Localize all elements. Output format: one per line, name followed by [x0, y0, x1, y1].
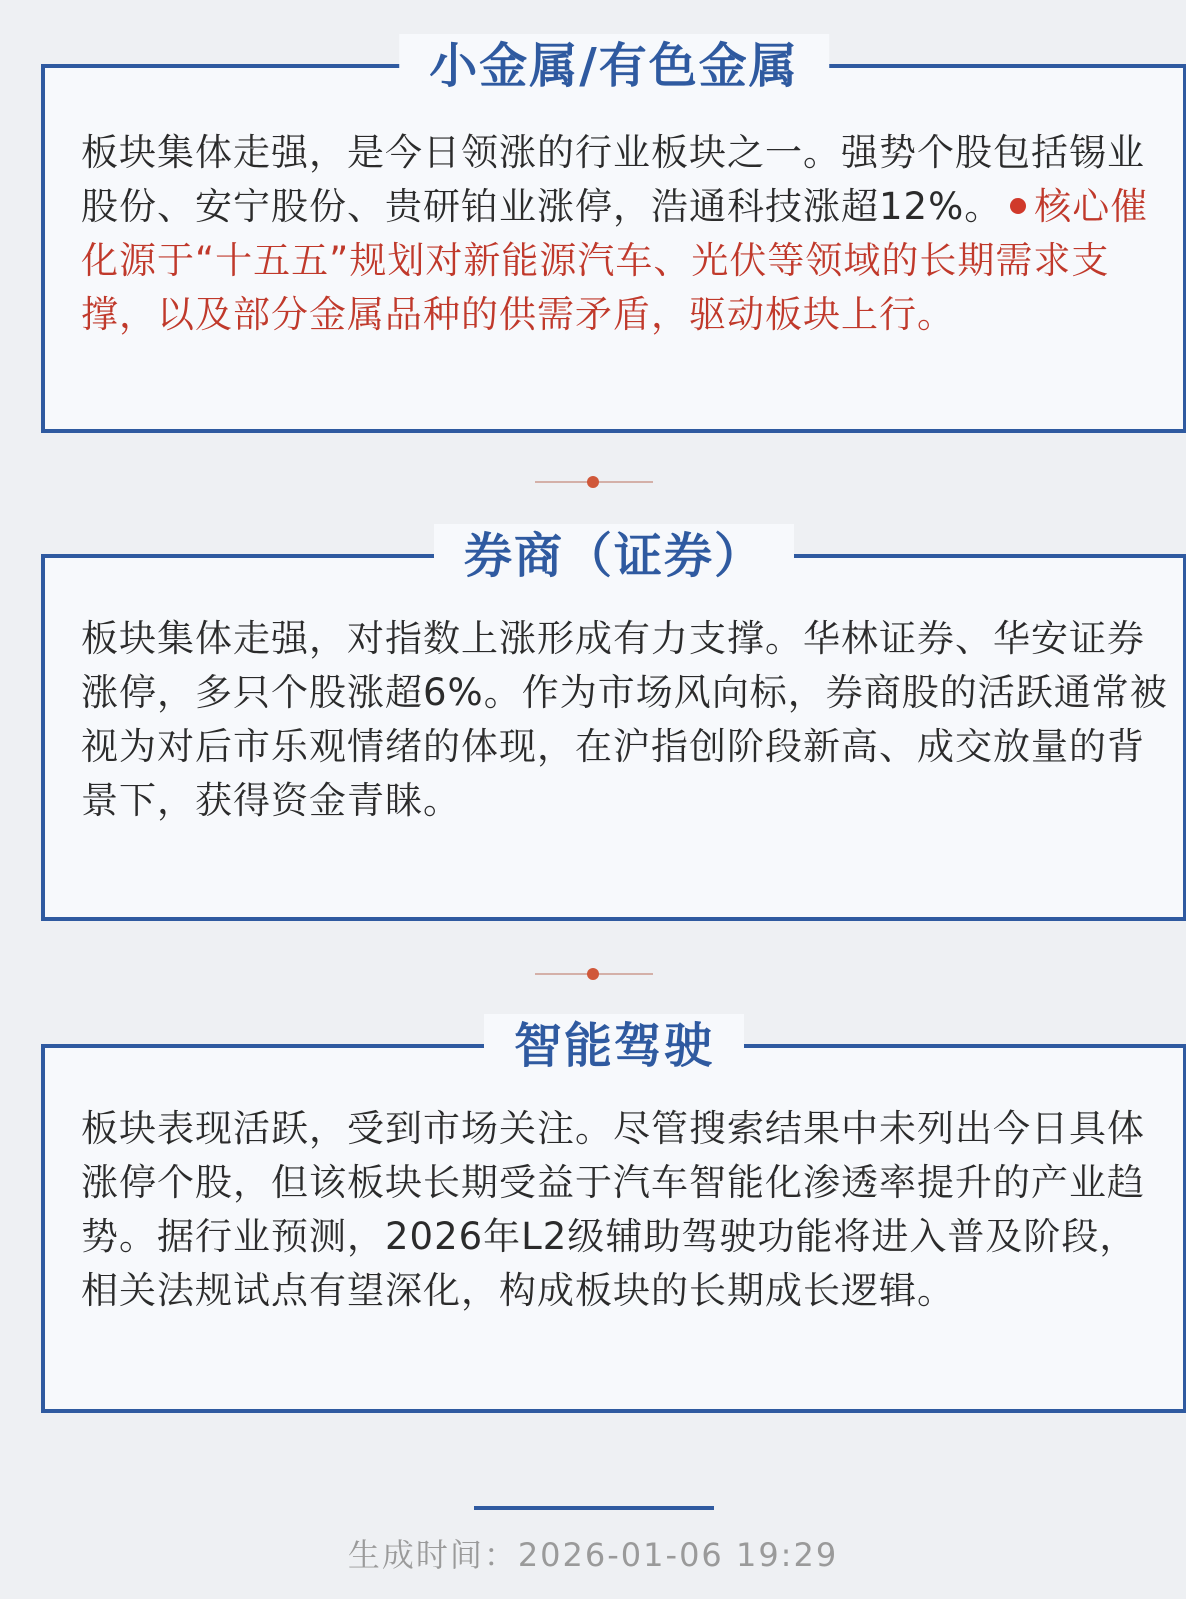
divider-dot-icon [587, 476, 599, 488]
generated-time: 生成时间：2026-01-06 19:29 [347, 1536, 839, 1574]
divider-dot-icon [587, 968, 599, 980]
bullet-dot-icon [1010, 198, 1026, 214]
section-title: 小金属/有色金属 [399, 34, 829, 98]
section-body [81, 612, 1173, 828]
section-body [81, 1102, 1173, 1318]
section-title: 智能驾驶 [484, 1014, 744, 1078]
section-divider [535, 481, 653, 483]
section-body-text: 板块集体走强，对指数上涨形成有力支撑。华林证券、华安证券涨停，多只个股涨超6%。作为市场风向标，券商股的活跃通常被视为对后市乐观情绪的体现，在沪指创阶段新高、成交放量的背景下，获得资金青睐。 [81, 617, 1168, 822]
section-body [81, 126, 1173, 342]
section-body-text: 板块集体走强，是今日领涨的行业板块之一。强势个股包括锡业股份、安宁股份、贵研铂业涨停，浩通科技涨超12%。 [81, 131, 1145, 228]
section-body-text: 板块表现活跃，受到市场关注。尽管搜索结果中未列出今日具体涨停个股，但该板块长期受益于汽车智能化渗透率提升的产业趋势。据行业预测，2026年L2级辅助驾驶功能将进入普及阶段，相关法规试点有望深化，构成板块的长期成长逻辑。 [81, 1107, 1145, 1312]
footer-divider [474, 1506, 714, 1510]
section-card-autonomous-driving [41, 1018, 1186, 1413]
section-card-metals [41, 38, 1186, 433]
section-card-brokers [41, 528, 1186, 921]
section-title: 券商（证券） [434, 524, 794, 588]
section-body-highlight: 核心催化源于“十五五”规划对新能源汽车、光伏等领域的长期需求支撑，以及部分金属品种的供需矛盾，驱动板块上行。 [81, 185, 1149, 336]
section-divider [535, 973, 653, 975]
